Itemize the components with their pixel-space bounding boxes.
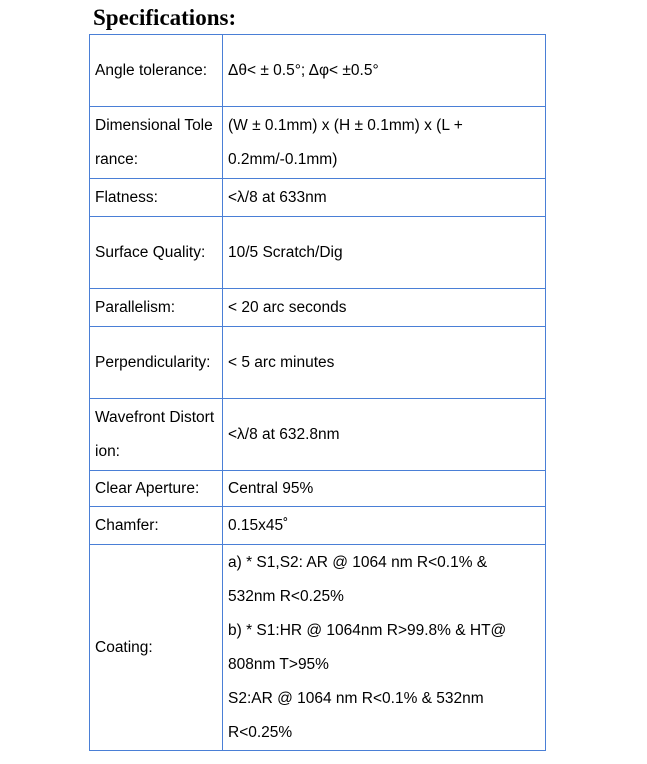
spec-value-perpendicularity: < 5 arc minutes: [223, 327, 546, 399]
spec-label-clear-aperture: Clear Aperture:: [90, 471, 223, 507]
spec-value-coating: [223, 545, 546, 751]
table-row: [90, 35, 546, 107]
table-row: [90, 545, 546, 751]
coating-line: a) * S1,S2: AR @ 1064 nm R<0.1% &: [228, 553, 488, 571]
spec-label-surface-quality: Surface Quality:: [90, 217, 223, 289]
spec-value-dimensional-tolerance: (W ± 0.1mm) x (H ± 0.1mm) x (L + 0.2mm/-0.1mm): [223, 107, 546, 179]
table-row: [90, 289, 546, 327]
table-row: [90, 399, 546, 471]
coating-line: S2:AR @ 1064 nm R<0.1% & 532nm: [228, 689, 484, 707]
spec-value-surface-quality: 10/5 Scratch/Dig: [223, 217, 546, 289]
spec-label-parallelism: Parallelism:: [90, 289, 223, 327]
specifications-heading: Specifications:: [93, 5, 237, 30]
spec-value-wavefront-distortion: <λ/8 at 632.8nm: [223, 399, 546, 471]
coating-line: R<0.25%: [228, 723, 293, 741]
spec-label-dimensional-tolerance: Dimensional Tolerance:: [90, 107, 223, 179]
coating-line: 808nm T>95%: [228, 655, 329, 673]
specifications-table: [89, 34, 546, 751]
coating-line: 532nm R<0.25%: [228, 587, 344, 605]
table-row: [90, 217, 546, 289]
spec-label-angle-tolerance: Angle tolerance:: [90, 35, 223, 107]
spec-label-coating: Coating:: [90, 545, 223, 751]
spec-label-flatness: Flatness:: [90, 179, 223, 217]
table-row: [90, 179, 546, 217]
table-row: [90, 327, 546, 399]
spec-value-parallelism: < 20 arc seconds: [223, 289, 546, 327]
spec-label-wavefront-distortion: Wavefront Distortion:: [90, 399, 223, 471]
spec-value-flatness: <λ/8 at 633nm: [223, 179, 546, 217]
table-row: [90, 471, 546, 507]
table-row: [90, 107, 546, 179]
table-row: [90, 507, 546, 545]
spec-label-perpendicularity: Perpendicularity:: [90, 327, 223, 399]
spec-label-chamfer: Chamfer:: [90, 507, 223, 545]
spec-value-chamfer: 0.15x45˚: [223, 507, 546, 545]
coating-line: b) * S1:HR @ 1064nm R>99.8% & HT@: [228, 621, 507, 639]
spec-value-clear-aperture: Central 95%: [223, 471, 546, 507]
spec-value-angle-tolerance: Δθ< ± 0.5°; Δφ< ±0.5°: [223, 35, 546, 107]
